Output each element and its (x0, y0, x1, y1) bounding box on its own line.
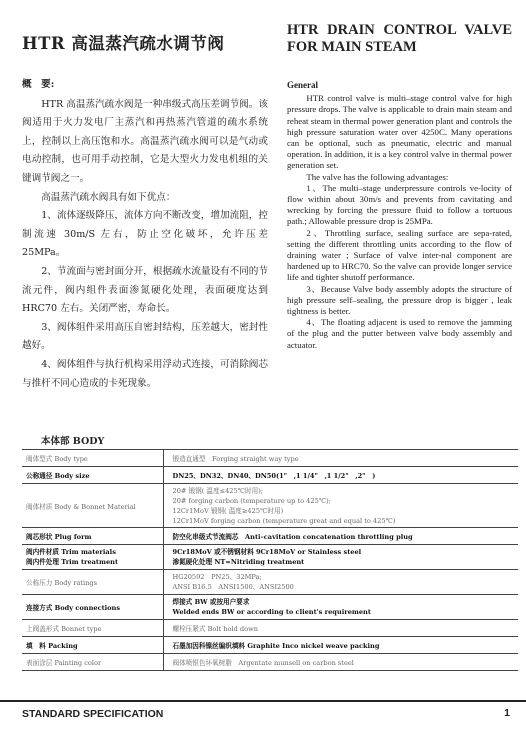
title-chinese: HTR 高温蒸汽疏水调节阀 (22, 34, 225, 53)
spec-label: 阀体型式 Body type (22, 450, 163, 467)
general-heading: General (287, 80, 318, 90)
spec-value-line: 20# 锻钢( 温度≤425℃时用); (172, 486, 264, 495)
table-row (22, 528, 518, 545)
general-paragraph: HTR control valve is multi–stage control valve for high pressure drops. The valve is applicable to drain main steam and reheat steam in thermal power generation plant and controls the high pressure saturation water over 4250C. Many operations can be optional, such as pneumatic, electric and manual operation. In addition, it is a key control valve in thermal power generation set. (287, 93, 512, 171)
body-section-title: 本体部 BODY (41, 436, 105, 447)
spec-label-line: 阀内件处理 Trim treatment (26, 558, 118, 566)
table-row (22, 595, 518, 620)
title-english-line-2: FOR MAIN STEAM (287, 39, 417, 55)
spec-value-line: 12Cr1MoV 锻钢( 温度≥425℃时用) (172, 506, 284, 515)
overview-chinese (22, 76, 268, 393)
spec-value (163, 570, 518, 595)
table-row (22, 570, 518, 595)
overview-paragraph: HTR 高温蒸汽疏水阀是一种串级式高压差调节阀。该阀适用于火力发电厂主蒸汽和再热蒸汽管道的疏水系统上，控制以上高压饱和水。高温蒸汽疏水阀可以是气动或电动控制，也可用手动控制，它是大型火力发电机组的关键调节阀之一。 (22, 98, 268, 184)
spec-value: 螺栓压紧式 Bolt hold down (163, 620, 518, 637)
title-english-line-1: HTR DRAIN CONTROL VALVE (287, 22, 512, 38)
footer-label: STANDARD SPECIFICATION (22, 708, 164, 720)
spec-value-line: 渗氮硬化处理 NT=Nitriding treatment (172, 558, 305, 566)
spec-value: 锻造直通型 Forging straight way type (163, 450, 518, 467)
spec-value-line: 12Cr1MoV forging carbon (temperature great and equal to 425℃) (172, 516, 396, 525)
spec-label: 表面涂层 Painting color (22, 654, 163, 671)
general-paragraph: 2、Throttling surface, sealing surface are sepa-rated, setting the different throttling units according to the flow of draining water ; Surface of valve inter-nal component are hardened up to HRC70. So the valve can provide longer service life and tighter shutoff performance. (287, 227, 512, 283)
overview-paragraph: 2、节流面与密封面分开，根据疏水流量设有不同的节流元件，阀内组件表面渗氮硬化处理，表面硬度达到 HRC70 左右。关闭严密，寿命长。 (22, 265, 268, 315)
overview-paragraph: 3、阀体组件采用高压自密封结构，压差越大，密封性越好。 (22, 321, 268, 352)
table-row (22, 450, 518, 467)
general-paragraph: The valve has the following advantages: (306, 171, 449, 182)
overview-paragraph: 高温蒸汽疏水阀具有如下优点： (41, 191, 176, 203)
spec-value (163, 545, 518, 570)
spec-value-line: HG20592 PN25、32MPa; (172, 573, 262, 581)
overview-heading: 概 要: (22, 79, 55, 90)
spec-value-line: 9Cr18MoV 或不锈钢材料 9Cr18MoV or Stainless steel (172, 548, 362, 556)
overview-english (287, 80, 512, 351)
footer-rule (0, 700, 526, 702)
spec-value: 阀体喷银色环氧树脂 Argentate munsell on carbon steel (163, 654, 518, 671)
spec-label (22, 545, 163, 570)
spec-value-line: Welded ends BW or according to client's requirement (172, 608, 371, 616)
spec-value: DN25、DN32、DN40、DN50(1" ,1 1/4" ,1 1/2" ,2" ) (163, 467, 518, 484)
overview-paragraph: 4、阀体组件与执行机构采用浮动式连接，可消除阀芯与推杆不同心造成的卡死现象。 (22, 358, 268, 389)
general-paragraph: 1、The multi–stage underpressure controls ve-locity of flow within about 30m/s and prevents from cavitating and wrecking by forcing the pressure fluid to follow a tortuous path.; Allowable pressure drop is 25MPa. (287, 182, 512, 227)
title-english (287, 22, 512, 56)
table-row (22, 545, 518, 570)
general-paragraph: 4、The floating adjacent is used to remove the jamming of the plug and the putter between valve body assembly and actuator. (287, 317, 512, 350)
spec-value: 石墨加因科镍丝编织填料 Graphite Inco nickel weave packing (163, 637, 518, 654)
spec-value-line: ANSI B16.5 ANSI1500、ANSI2500 (172, 583, 294, 591)
spec-label: 公称通径 Body size (22, 467, 163, 484)
spec-label: 公称压力 Body ratings (22, 570, 163, 595)
spec-label-line: 阀内件材质 Trim materials (26, 548, 116, 556)
spec-label: 上阀盖形式 Bonnet type (22, 620, 163, 637)
table-row (22, 654, 518, 671)
spec-label: 阀芯形状 Plug form (22, 528, 163, 545)
table-row (22, 637, 518, 654)
spec-value-line: 20# forging carbon (temperature up to 425℃); (172, 496, 331, 505)
spec-value: 防空化串级式节流阀芯 Anti–cavitation concatenation throttling plug (163, 528, 518, 545)
body-spec-table (22, 449, 518, 671)
general-paragraph: 3、Because Valve body assembly adopts the structure of high pressure self–sealing, the pressure drop is bigger , leak tightness is better. (287, 283, 512, 317)
spec-value (163, 595, 518, 620)
spec-label: 连接方式 Body connections (22, 595, 163, 620)
table-row (22, 467, 518, 484)
table-row (22, 484, 518, 528)
table-row (22, 620, 518, 637)
spec-label: 阀体材质 Body & Bonnet Material (22, 484, 163, 528)
overview-paragraph: 1、流体逐级降压，流体方向不断改变，增加流阻，控制流速 30m/S 左右，防止空化破坏，允许压差 25MPa。 (22, 210, 268, 259)
spec-label: 填 料 Packing (22, 637, 163, 654)
spec-value-line: 焊接式 BW 或按用户要求 (172, 598, 250, 606)
page-number: 1 (504, 707, 510, 719)
spec-value (163, 484, 518, 528)
